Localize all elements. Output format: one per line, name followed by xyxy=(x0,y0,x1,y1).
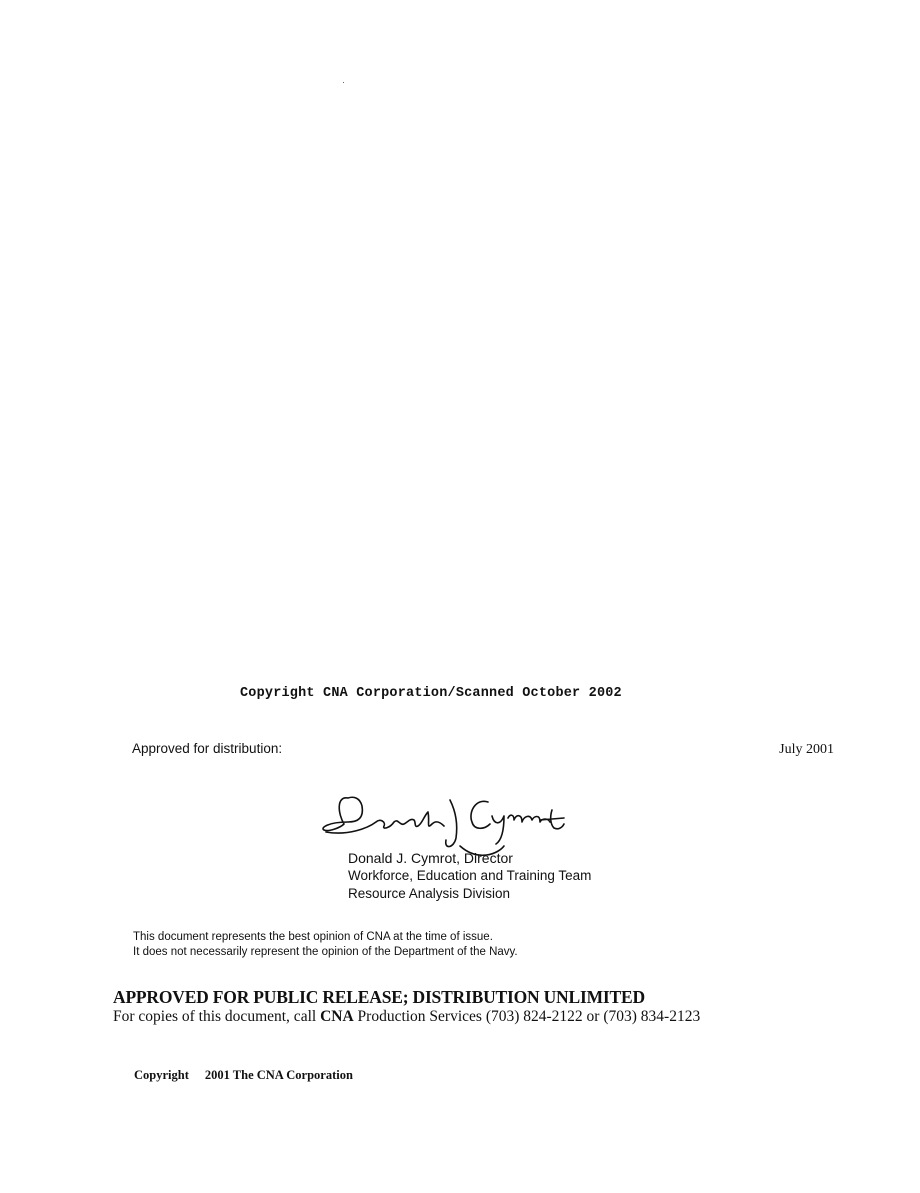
copies-prefix: For copies of this document, call xyxy=(113,1008,321,1025)
scan-speck xyxy=(343,82,344,83)
copies-contact xyxy=(113,1008,700,1026)
disclaimer-line-2: It does not necessarily represent the opinion of the Department of the Navy. xyxy=(133,946,518,958)
signatory-name: Donald J. Cymrot, Director xyxy=(348,850,513,866)
approval-label: Approved for distribution: xyxy=(132,741,283,756)
copyright-word: Copyright xyxy=(134,1068,189,1082)
scan-notice: Copyright CNA Corporation/Scanned October 2002 xyxy=(240,686,622,701)
disclaimer-line-1: This document represents the best opinion of CNA at the time of issue. xyxy=(133,931,493,943)
signature-block xyxy=(348,849,591,903)
approval-date: July 2001 xyxy=(779,742,834,757)
copies-org: CNA xyxy=(320,1008,354,1025)
copyright-holder: 2001 The CNA Corporation xyxy=(204,1068,353,1082)
copyright-line xyxy=(134,1068,353,1083)
signatory-team: Workforce, Education and Training Team xyxy=(348,868,592,883)
copies-suffix: Production Services (703) 824-2122 or (703) 834-2123 xyxy=(353,1008,701,1025)
signatory-division: Resource Analysis Division xyxy=(348,886,511,901)
disclaimer xyxy=(133,930,518,960)
release-statement: APPROVED FOR PUBLIC RELEASE; DISTRIBUTION UNLIMITED xyxy=(113,987,645,1007)
